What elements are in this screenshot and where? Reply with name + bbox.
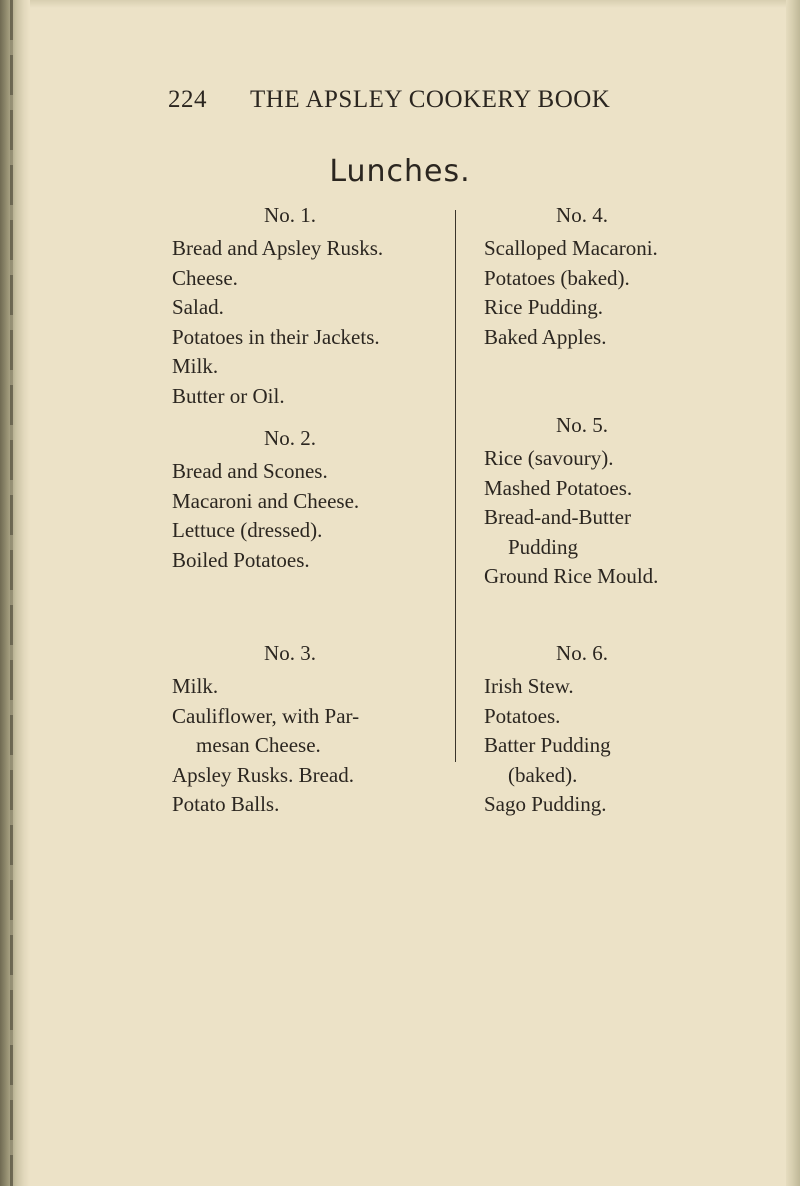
menu-item: Apsley Rusks. Bread. [172,762,354,787]
menu-item: Mashed Potatoes. [484,475,633,500]
menu-title: No. 1. [264,203,316,227]
menu-item: Butter or Oil. [172,383,285,408]
menu-item: Cheese. [172,265,238,290]
menu-no-2 [172,423,472,575]
menu-items [172,234,472,411]
page-top-edge [30,0,786,8]
menu-item: Rice Pudding. [484,295,603,319]
menu-item: Ground Rice Mould. [484,564,659,588]
menu-item: Potatoes in their Jackets. [172,324,380,349]
menu-item: Pudding [508,534,579,559]
menu-item: Bread and Scones. [172,459,328,483]
menu-item: Macaroni and Cheese. [172,488,360,513]
menu-title: No. 6. [556,641,608,665]
menu-item: Irish Stew. [484,674,574,698]
page-heading: Lunches. [329,154,471,189]
menu-item: Potato Balls. [172,792,280,816]
menu-item: Batter Pudding [484,733,611,757]
menu-item: Milk. [172,354,219,378]
menu-item: Cauliflower, with Par- [172,703,360,728]
menu-items [172,672,472,820]
menu-item: Baked Apples. [484,324,607,349]
menu-item: Rice (savoury). [484,446,614,470]
menu-item: mesan Cheese. [196,733,321,757]
menu-item: Lettuce (dressed). [172,518,323,542]
book-title: THE APSLEY COOKERY BOOK [250,86,611,113]
menu-item: Scalloped Macaroni. [484,236,658,260]
menu-item: Salad. [172,295,224,319]
menu-no-1 [172,200,472,411]
menu-item: Sago Pudding. [484,792,607,816]
menu-item: Boiled Potatoes. [172,547,310,572]
menu-title: No. 2. [264,426,316,450]
menu-item: Bread-and-Butter [484,505,631,529]
menu-no-3 [172,638,472,820]
menu-items [484,672,784,820]
menu-item: Milk. [172,674,219,698]
running-head [168,86,768,114]
menu-item: (baked). [508,762,578,787]
menu-item: Bread and Apsley Rusks. [172,236,384,260]
menu-items [172,457,472,575]
menu-title: No. 5. [556,413,608,437]
menu-no-6 [484,638,784,820]
page-number: 224 [168,86,207,113]
menu-items [484,444,784,592]
menu-no-5 [484,410,784,592]
menu-item: Potatoes (baked). [484,265,630,290]
menu-item: Potatoes. [484,703,561,728]
menu-title: No. 3. [264,641,316,665]
menu-items [484,234,784,352]
menu-title: No. 4. [556,203,608,227]
menu-no-4 [484,200,784,352]
